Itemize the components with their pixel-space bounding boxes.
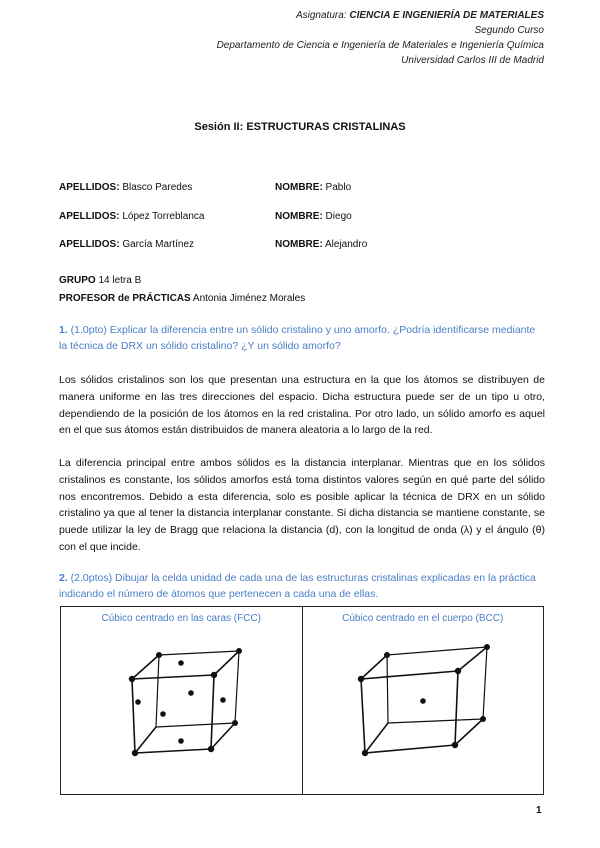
cube-edge <box>135 727 156 753</box>
corner-atom <box>208 746 214 752</box>
corner-atom <box>156 652 162 658</box>
student-row <box>59 239 539 268</box>
course-line: Segundo Curso <box>474 25 544 36</box>
fcc-caption: Cúbico centrado en las caras (FCC) <box>101 613 261 624</box>
cube-front-face <box>361 671 458 753</box>
answer-1-paragraph-1: Los sólidos cristalinos son los que presentan una estructura en la que los átomos se distribuyen de manera uniforme en las tres direcciones del espacio. Dicha estructura puede ser de un tipo u otro, dependiendo de la posición de los átomos en la red cristalina. Por otro lado, un sólido amorfo es aquel en el que sus átomos están distribuidos de manera aleatoria a lo largo de la red. <box>59 374 545 437</box>
group-line: GRUPO 14 letra B <box>59 275 142 286</box>
bcc-caption: Cúbico centrado en el cuerpo (BCC) <box>342 613 504 624</box>
cube-edge <box>214 651 239 675</box>
corner-atom <box>132 750 138 756</box>
group-info <box>59 272 305 308</box>
name-field: NOMBRE: Alejandro <box>275 239 368 250</box>
fcc-cube-drawing <box>61 607 302 796</box>
cube-edge <box>211 723 235 749</box>
page-title: Sesión II: ESTRUCTURAS CRISTALINAS <box>194 121 406 133</box>
question-2: 2. (2.0ptos) Dibujar la celda unidad de cada una de las estructuras cristalinas explicadas en la práctica indicando el número de átomos que pertenecen a cada una de ellas. <box>59 572 536 600</box>
subject-line: Asignatura: CIENCIA E INGENIERÍA DE MATERIALES <box>295 10 544 21</box>
question-1: 1. (1.0pto) Explicar la diferencia entre un sólido cristalino y uno amorfo. ¿Podría identificarse mediante la técnica de DRX un sólido cristalino? ¿Y un sólido amorfo? <box>59 324 536 352</box>
fcc-cell <box>61 607 302 794</box>
cube-edge <box>458 647 487 671</box>
face-atom <box>188 690 194 696</box>
unit-cell-figures <box>60 606 544 795</box>
face-atom <box>178 738 184 744</box>
face-atom <box>178 660 184 666</box>
bcc-cell <box>302 607 544 794</box>
document-header <box>217 8 544 68</box>
department-line: Departamento de Ciencia e Ingeniería de Materiales e Ingeniería Química <box>216 40 544 51</box>
corner-atom <box>454 668 460 674</box>
surname-field: APELLIDOS: López Torreblanca <box>59 210 205 222</box>
name-field: NOMBRE: Pablo <box>275 182 352 193</box>
corner-atom <box>232 720 238 726</box>
cube-edge <box>132 655 159 679</box>
corner-atom <box>211 672 217 678</box>
cube-edge <box>361 655 387 679</box>
cube-edge <box>455 719 483 745</box>
face-atom <box>160 711 166 717</box>
bcc-cube-drawing <box>303 607 544 796</box>
body-center-atom <box>420 698 426 704</box>
university-line: Universidad Carlos III de Madrid <box>401 55 544 66</box>
surname-field: APELLIDOS: Blasco Paredes <box>59 182 193 193</box>
corner-atom <box>451 742 457 748</box>
corner-atom <box>384 652 390 658</box>
corner-atom <box>484 644 490 650</box>
subject-name: CIENCIA E INGENIERÍA DE MATERIALES <box>349 10 544 21</box>
answer-1-paragraph-2: La diferencia principal entre ambos sólidos es la distancia interplanar. Mientras que en los sólidos cristalinos es constante, los sólidos amorfos está toma distintos valores según en qué parte del sólido nos encontremos. Debido a esta diferencia, solo es posible aplicar la técnica de DRX en un sólido cristalino ya que al tener la distancia interplanar constante. Si dicha distancia se mantiene constante, se puede utilizar la ley de Bragg que relaciona la distancia (d), con la longitud de onda (λ) y el ángulo (θ) con el que incide. <box>59 457 545 553</box>
corner-atom <box>361 750 367 756</box>
corner-atom <box>129 676 135 682</box>
surname-field: APELLIDOS: García Martínez <box>59 239 195 250</box>
face-atom <box>135 699 141 705</box>
corner-atom <box>236 648 242 654</box>
cube-edge <box>365 723 388 753</box>
corner-atom <box>357 676 363 682</box>
student-row <box>59 182 539 211</box>
page-number: 1 <box>536 805 542 816</box>
corner-atom <box>480 716 486 722</box>
name-field: NOMBRE: Diego <box>275 210 352 222</box>
face-atom <box>220 697 226 703</box>
professor-line: PROFESOR de PRÁCTICAS Antonia Jiménez Morales <box>59 293 306 304</box>
student-row <box>59 211 539 240</box>
students-list <box>59 182 539 268</box>
